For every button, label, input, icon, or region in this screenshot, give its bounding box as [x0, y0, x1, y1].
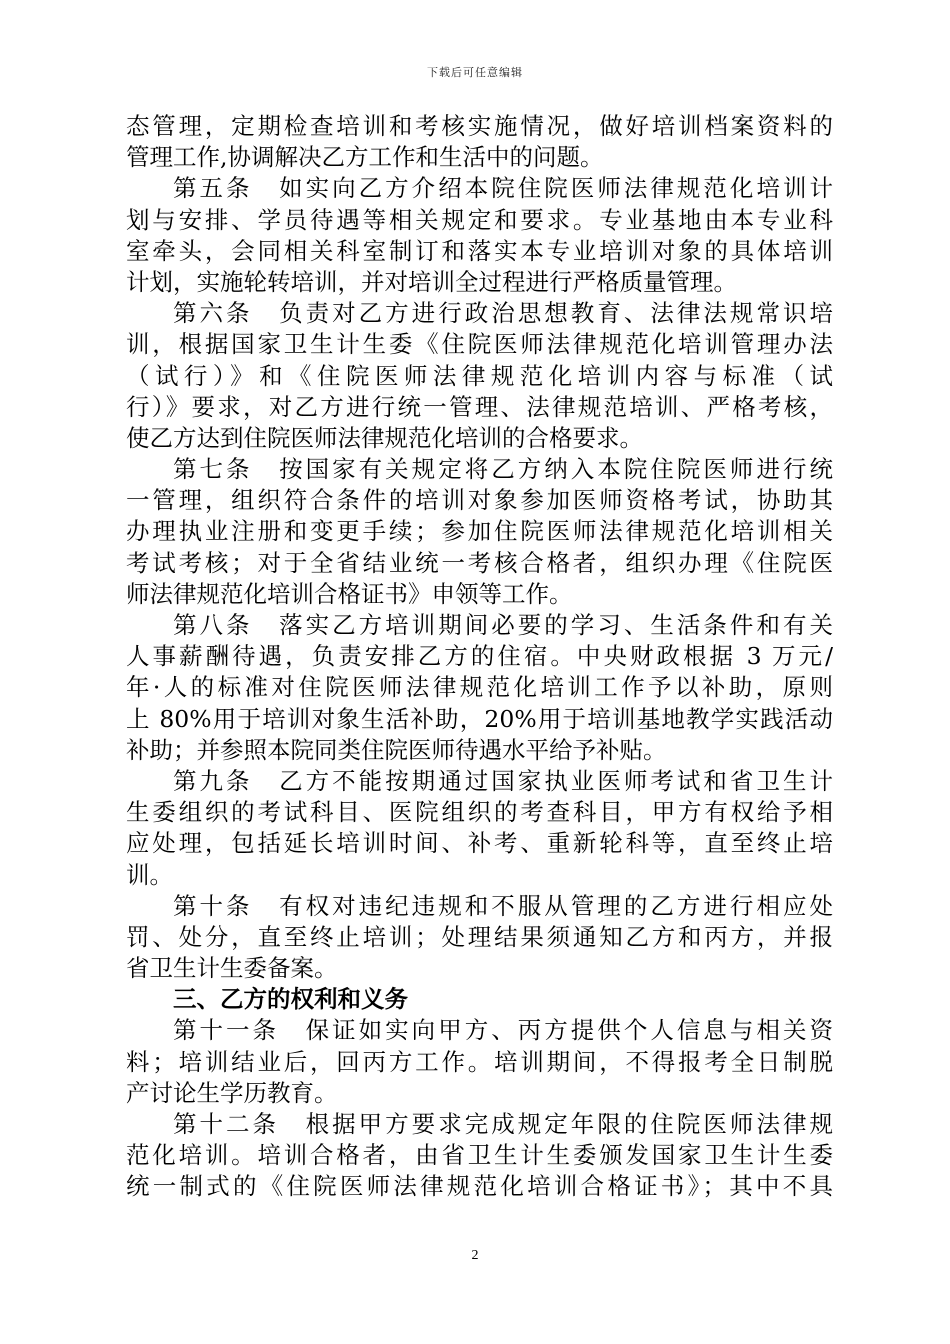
text-line: 计划，实施轮转培训，并对培训全过程进行严格质量管理。	[126, 267, 737, 296]
text-line: 应处理，包括延长培训时间、补考、重新轮科等，直至终止培	[126, 829, 833, 858]
text-line: 范化培训。培训合格者，由省卫生计生委颁发国家卫生计生委	[126, 1141, 833, 1170]
text-line: 产讨论生学历教育。	[126, 1078, 338, 1107]
text-line: 使乙方达到住院医师法律规范化培训的合格要求。	[126, 423, 643, 452]
text-line: 训，根据国家卫生计生委《住院医师法律规范化培训管理办法	[126, 330, 833, 359]
paragraph	[126, 891, 833, 985]
paragraph	[126, 111, 833, 173]
text-line: 罚、处分，直至终止培训；处理结果须通知乙方和丙方，并报	[126, 922, 833, 951]
text-line: 生委组织的考试科目、医院组织的考查科目，甲方有权给予相	[126, 798, 833, 827]
text-line: 训。	[126, 860, 173, 889]
text-line: 态管理，定期检查培训和考核实施情况，做好培训档案资料的	[126, 112, 833, 140]
paragraph	[126, 454, 833, 610]
text-line: 第十一条 保证如实向甲方、丙方提供个人信息与相关资	[173, 1016, 833, 1045]
text-line: 统一制式的《住院医师法律规范化培训合格证书》；其中不具	[126, 1172, 833, 1201]
paragraph	[126, 766, 833, 891]
paragraph	[126, 173, 833, 298]
paragraph	[126, 610, 833, 766]
paragraph	[126, 298, 833, 454]
page-number: 2	[471, 1248, 479, 1263]
text-line: 第六条 负责对乙方进行政治思想教育、法律法规常识培	[173, 299, 833, 328]
text-line: 行）》要求，对乙方进行统一管理、法律规范培训、严格考核，	[126, 392, 833, 421]
section-heading	[126, 984, 833, 1015]
text-line: （试行）》和《住院医师法律规范化培训内容与标准（试	[126, 361, 833, 390]
text-line: 考试考核；对于全省结业统一考核合格者，组织办理《住院医	[126, 548, 833, 577]
text-line: 年·人的标准对住院医师法律规范化培训工作予以补助，原则	[126, 673, 833, 702]
text-line: 人事薪酬待遇，负责安排乙方的住宿。中央财政根据 3 万元/	[126, 642, 833, 671]
text-line: 办理执业注册和变更手续；参加住院医师法律规范化培训相关	[126, 517, 833, 546]
text-line: 室牵头，会同相关科室制订和落实本专业培训对象的具体培训	[126, 236, 833, 265]
text-line: 师法律规范化培训合格证书》申领等工作。	[126, 579, 573, 608]
text-line: 第十二条 根据甲方要求完成规定年限的住院医师法律规	[173, 1110, 833, 1138]
text-line: 上 80%用于培训对象生活补助，20%用于培训基地教学实践活动	[126, 704, 833, 733]
text-line: 第十条 有权对违纪违规和不服从管理的乙方进行相应处	[173, 891, 833, 920]
text-line: 管理工作,协调解决乙方工作和生活中的问题。	[126, 143, 604, 172]
text-line: 第五条 如实向乙方介绍本院住院医师法律规范化培训计	[173, 174, 833, 203]
text-line: 补助；并参照本院同类住院医师待遇水平给予补贴。	[126, 735, 667, 764]
page-header: 下载后可任意编辑	[427, 66, 523, 79]
text-line: 第七条 按国家有关规定将乙方纳入本院住院医师进行统	[173, 455, 833, 484]
paragraph	[126, 1109, 833, 1203]
text-line: 三、乙方的权利和义务	[173, 985, 408, 1014]
document-body	[126, 111, 833, 1203]
text-line: 划与安排、学员待遇等相关规定和要求。专业基地由本专业科	[126, 205, 833, 234]
text-line: 料；培训结业后，回丙方工作。培训期间，不得报考全日制脱	[126, 1047, 833, 1076]
text-line: 第九条 乙方不能按期通过国家执业医师考试和省卫生计	[173, 766, 833, 795]
text-line: 省卫生计生委备案。	[126, 954, 338, 983]
paragraph	[126, 1015, 833, 1109]
text-line: 一管理，组织符合条件的培训对象参加医师资格考试，协助其	[126, 486, 833, 515]
text-line: 第八条 落实乙方培训期间必要的学习、生活条件和有关	[173, 611, 833, 639]
